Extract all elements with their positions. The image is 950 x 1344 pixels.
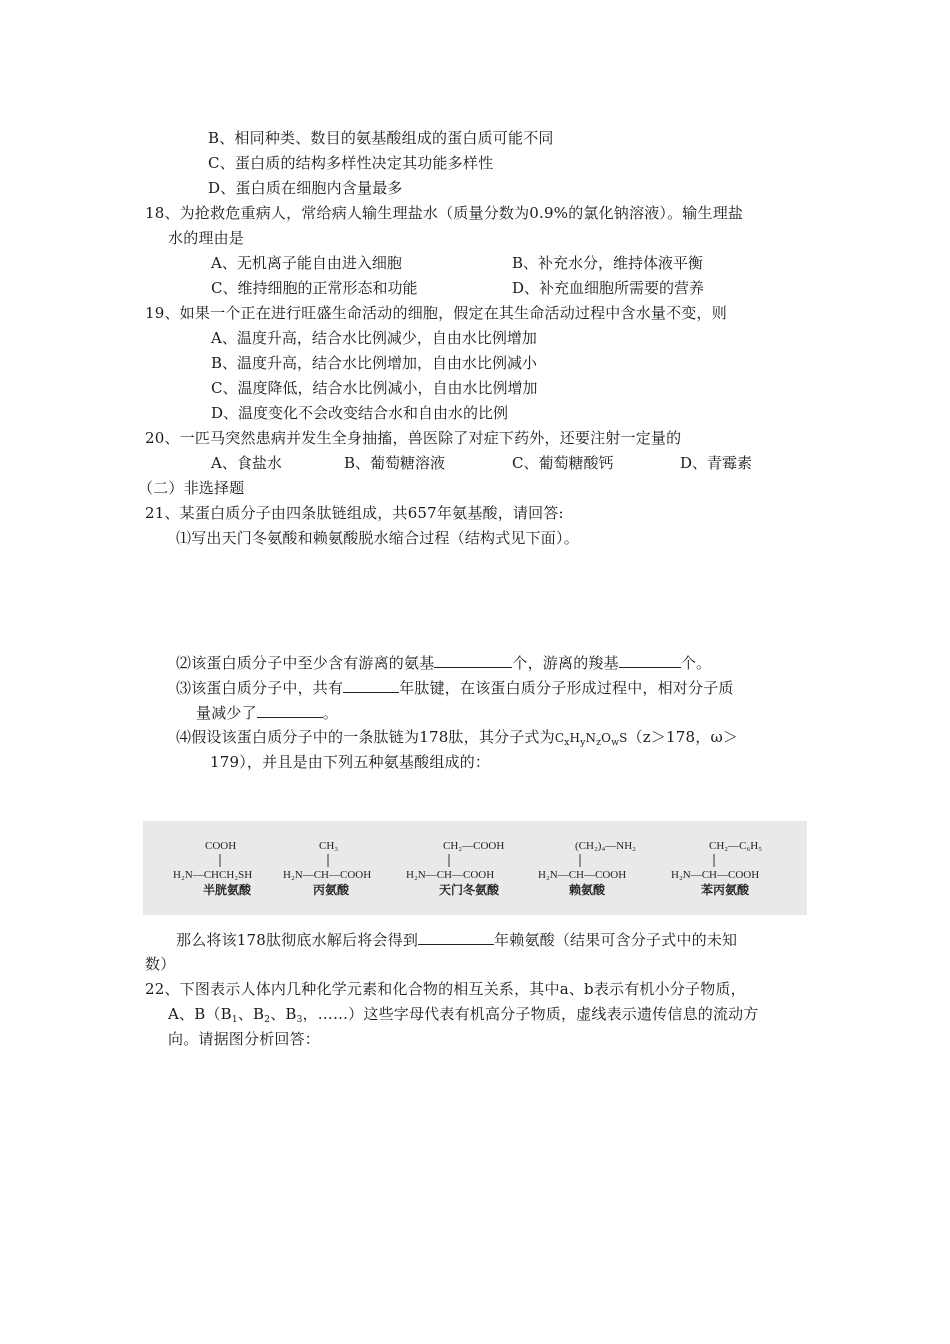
lysine-base: H₂N—CH—COOH xyxy=(538,869,627,881)
amino-acid-structures-figure xyxy=(143,821,807,915)
q20-option-d: D、青霉素 xyxy=(680,454,753,472)
phenylalanine-name: 苯丙氨酸 xyxy=(701,883,750,897)
q22-line2-text-a: A、B（B xyxy=(168,1005,232,1023)
q22-line2-text-d: ，……）这些字母代表有机高分子物质，虚线表示遗传信息的流动方 xyxy=(302,1005,759,1023)
formula-n: N xyxy=(585,731,597,745)
formula-h: H xyxy=(569,731,581,745)
q20-option-b: B、葡萄糖溶液 xyxy=(344,454,446,472)
q21-part5-line2: 数） xyxy=(145,955,176,973)
q22-sub-2: 2 xyxy=(264,1015,271,1025)
q22-stem-line1: 22、下图表示人体内几种化学元素和化合物的相互关系，其中a、b表示有机小分子物质， xyxy=(145,980,746,998)
q22-stem-line2 xyxy=(168,1004,759,1030)
q22-sub-1: 1 xyxy=(231,1015,238,1025)
q18-option-a: A、无机离子能自由进入细胞 xyxy=(211,254,402,272)
q21-part2-text-a: ⑵该蛋白质分子中至少含有游离的氨基 xyxy=(176,654,435,672)
phenylalanine-base: H₂N—CH—COOH xyxy=(671,869,760,881)
q21-part4-line2: 179），并且是由下列五种氨基酸组成的： xyxy=(210,753,491,771)
q21-part3-line1 xyxy=(176,677,734,698)
lysine-top-group: (CH₂)₄—NH₂ xyxy=(575,840,636,852)
formula-h-sub: y xyxy=(580,738,586,748)
q21-stem: 21、某蛋白质分子由四条肽链组成，共657年氨基酸，请回答: xyxy=(145,504,564,522)
alanine-structure xyxy=(283,840,371,897)
q21-part1: ⑴写出天门冬氨酸和赖氨酸脱水缩合过程（结构式见下面）。 xyxy=(176,529,579,547)
q21-part4-text-a: ⑷假设该蛋白质分子中的一条肽链为178肽，其分子式为 xyxy=(176,728,555,746)
alanine-base: H₂N—CH—COOH xyxy=(283,869,372,881)
q18-option-d: D、补充血细胞所需要的营养 xyxy=(512,279,705,297)
alanine-name: 丙氨酸 xyxy=(313,883,350,897)
formula-o: O xyxy=(601,731,612,745)
cysteine-structure xyxy=(173,840,252,897)
q18-stem-line2: 水的理由是 xyxy=(168,229,245,247)
alanine-top-group: CH₃ xyxy=(319,840,339,852)
section-heading-non-choice: （二）非选择题 xyxy=(138,479,245,497)
q17-option-b: B、相同种类、数目的氨基酸组成的蛋白质可能不同 xyxy=(208,129,554,147)
cysteine-base: H₂N—CHCH₂SH xyxy=(173,869,253,881)
formula-o-sub: w xyxy=(611,738,620,748)
formula-c-sub: x xyxy=(564,738,570,748)
q21-part3-text-c: 量减少了 xyxy=(196,704,257,722)
q21-free-carboxyl-blank[interactable] xyxy=(619,652,681,668)
q21-lysine-count-blank[interactable] xyxy=(418,929,494,945)
q21-part2-text-b: 个，游离的羧基 xyxy=(512,654,619,672)
cysteine-top-group: COOH xyxy=(205,840,237,852)
q19-option-b: B、温度升高，结合水比例增加，自由水比例减小 xyxy=(211,354,538,372)
q21-part3-text-b: 年肽键，在该蛋白质分子形成过程中，相对分子质 xyxy=(399,679,734,697)
q22-line2-text-c: 、B xyxy=(270,1005,297,1023)
q18-stem-line1: 18、为抢救危重病人，常给病人输生理盐水（质量分数为0.9%的氯化钠溶液）。输生理盐 xyxy=(145,204,744,222)
q21-peptide-bond-blank[interactable] xyxy=(343,677,399,693)
q19-option-d: D、温度变化不会改变结合水和自由水的比例 xyxy=(211,404,509,422)
q20-option-a: A、食盐水 xyxy=(211,454,282,472)
aspartic-acid-top-group: CH₂—COOH xyxy=(443,840,505,852)
q21-part3-line2 xyxy=(196,702,338,723)
lysine-name: 赖氨酸 xyxy=(569,883,606,897)
q21-part5-line1 xyxy=(176,929,737,950)
q19-option-a: A、温度升高，结合水比例减少，自由水比例增加 xyxy=(211,329,537,347)
q18-option-b: B、补充水分，维持体液平衡 xyxy=(512,254,704,272)
q19-option-c: C、温度降低，结合水比例减小，自由水比例增加 xyxy=(211,379,538,397)
q21-part5-text-b: 年赖氨酸（结果可含分子式中的未知 xyxy=(494,931,738,949)
q20-option-c: C、葡萄糖酸钙 xyxy=(512,454,614,472)
q22-line2-text-b: 、B xyxy=(237,1005,265,1023)
q22-sub-3: 3 xyxy=(296,1015,303,1025)
lysine-structure xyxy=(538,840,636,897)
phenylalanine-top-group: CH₂—C₆H₅ xyxy=(709,840,763,852)
q21-part4-text-b: （z＞178，ω＞ xyxy=(627,728,739,746)
q21-part5-text-a: 那么将该178肽彻底水解后将会得到 xyxy=(176,931,419,949)
q21-part4-line1 xyxy=(176,727,738,753)
q17-option-d: D、蛋白质在细胞内含量最多 xyxy=(208,179,403,197)
molecular-formula xyxy=(554,731,628,748)
formula-n-sub: z xyxy=(596,738,602,748)
q20-stem: 20、一匹马突然患病并发生全身抽搐，兽医除了对症下药外，还要注射一定量的 xyxy=(145,429,682,447)
q18-option-c: C、维持细胞的正常形态和功能 xyxy=(211,279,418,297)
q22-stem-line3: 向。请据图分析回答： xyxy=(168,1030,321,1048)
q21-part3-text-a: ⑶该蛋白质分子中，共有 xyxy=(176,679,344,697)
aspartic-acid-base: H₂N—CH—COOH xyxy=(406,869,495,881)
q21-part2 xyxy=(176,652,711,673)
q21-free-amino-blank[interactable] xyxy=(434,652,512,668)
q17-option-c: C、蛋白质的结构多样性决定其功能多样性 xyxy=(208,154,494,172)
q21-mass-reduction-blank[interactable] xyxy=(257,702,323,718)
aspartic-acid-structure xyxy=(406,840,504,897)
q21-part3-text-d: 。 xyxy=(322,704,339,722)
q21-part2-text-c: 个。 xyxy=(680,654,712,672)
amino-acid-structures-svg xyxy=(143,821,807,915)
formula-c: C xyxy=(554,731,565,745)
q19-stem: 19、如果一个正在进行旺盛生命活动的细胞，假定在其生命活动过程中含水量不变，则 xyxy=(145,304,727,322)
phenylalanine-structure xyxy=(671,840,762,897)
cysteine-name: 半胱氨酸 xyxy=(203,883,252,897)
aspartic-acid-name: 天门冬氨酸 xyxy=(439,883,500,897)
formula-s: S xyxy=(619,731,628,745)
